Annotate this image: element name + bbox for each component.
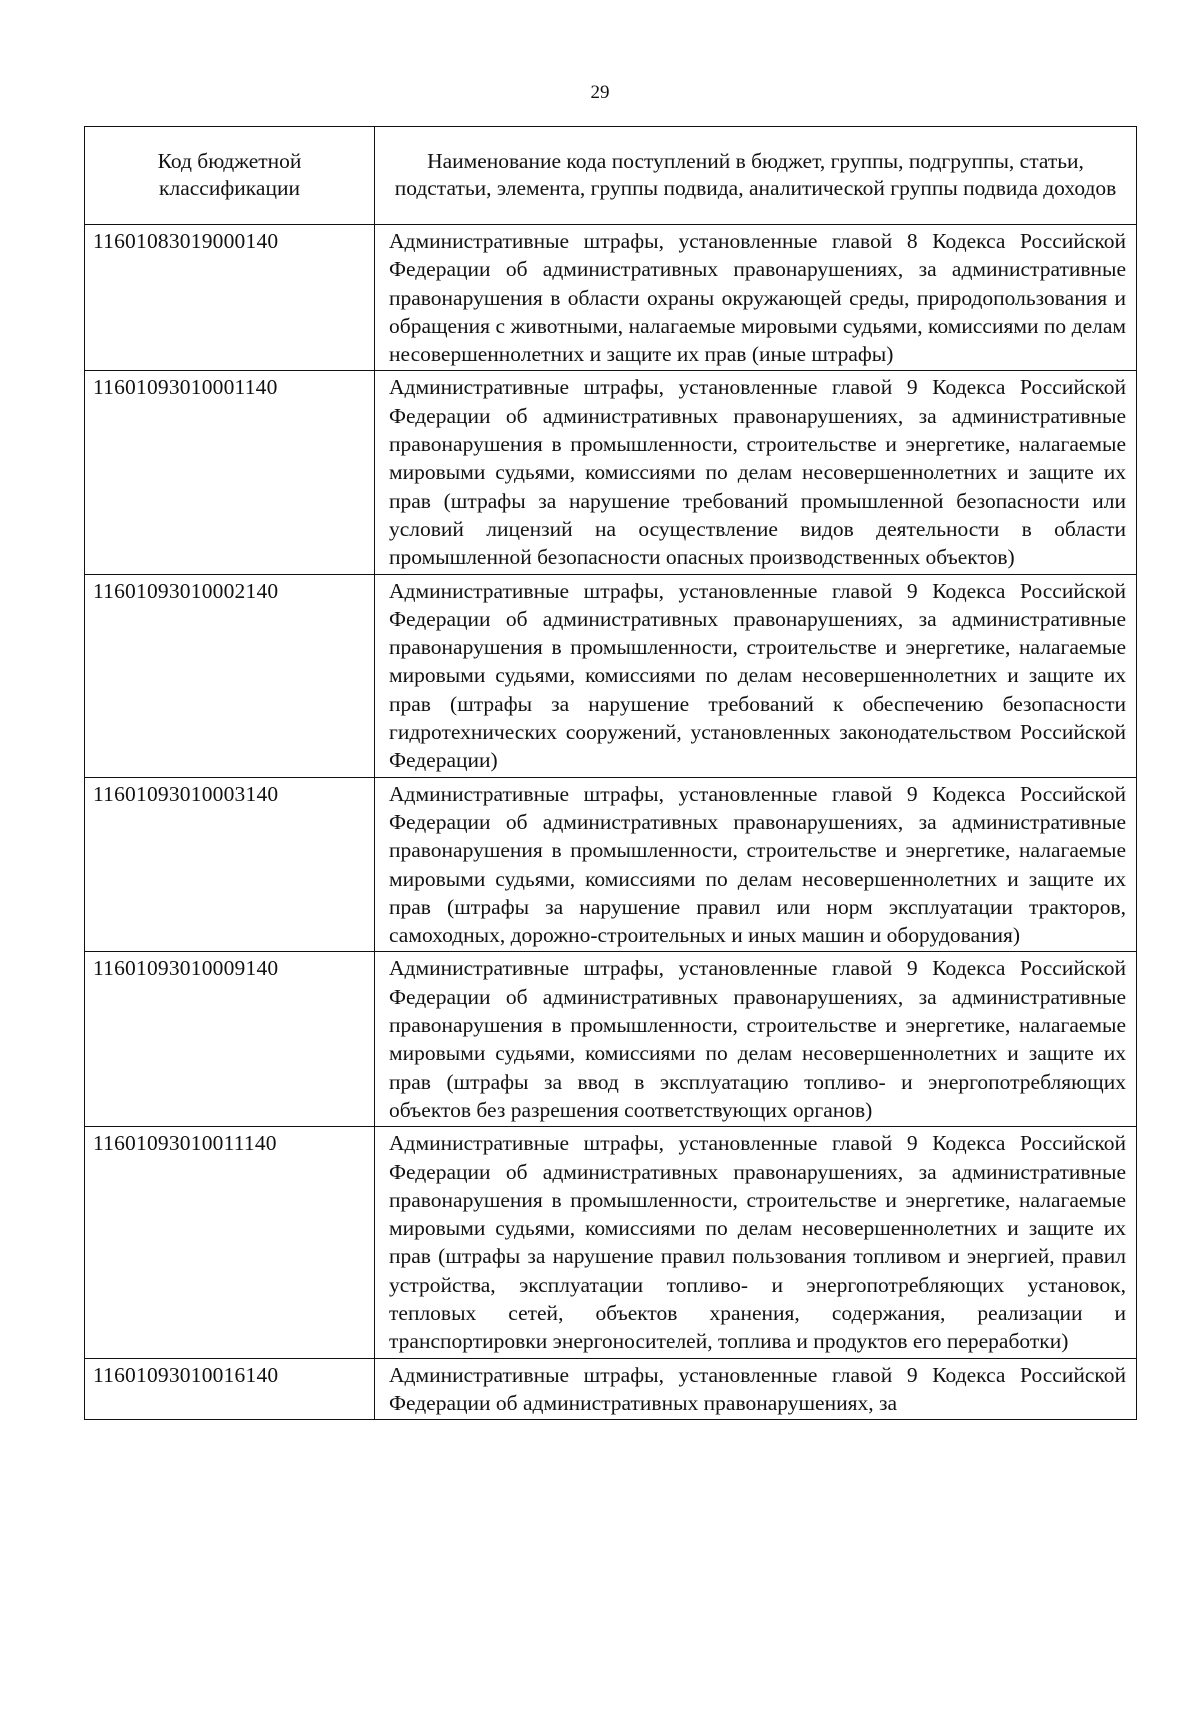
- table-row: [85, 1358, 1137, 1420]
- table-row: [85, 1127, 1137, 1358]
- row-code: 11601093010001140: [85, 371, 375, 574]
- row-name: Административные штрафы, установленные главой 9 Кодекса Российской Федерации об административных правонарушениях, за административные правонарушения в промышленности, строительстве и энергетике, налагаемые мировыми судьями, комиссиями по делам несовершеннолетних и защите их прав (штрафы за нарушение требований промышленной безопасности или условий лицензий на осуществление видов деятельности в области промышленной безопасности опасных производственных объектов): [375, 371, 1137, 574]
- row-code: 11601093010009140: [85, 952, 375, 1127]
- row-code: 11601093010011140: [85, 1127, 375, 1358]
- table-row: [85, 371, 1137, 574]
- table-row: [85, 952, 1137, 1127]
- row-name: Административные штрафы, установленные главой 9 Кодекса Российской Федерации об административных правонарушениях, за административные правонарушения в промышленности, строительстве и энергетике, налагаемые мировыми судьями, комиссиями по делам несовершеннолетних и защите их прав (штрафы за ввод в эксплуатацию топливо- и энергопотребляющих объектов без разрешения соответствующих органов): [375, 952, 1137, 1127]
- table-row: [85, 574, 1137, 777]
- row-name: Административные штрафы, установленные главой 9 Кодекса Российской Федерации об административных правонарушениях, за административные правонарушения в промышленности, строительстве и энергетике, налагаемые мировыми судьями, комиссиями по делам несовершеннолетних и защите их прав (штрафы за нарушение правил или норм эксплуатации тракторов, самоходных, дорожно-строительных и иных машин и оборудования): [375, 777, 1137, 952]
- row-code: 11601093010003140: [85, 777, 375, 952]
- page-number: 29: [590, 82, 610, 103]
- table-header-row: [85, 127, 1137, 225]
- row-code: 11601083019000140: [85, 225, 375, 371]
- budget-classification-table: [84, 126, 1137, 1420]
- row-name: Административные штрафы, установленные главой 9 Кодекса Российской Федерации об административных правонарушениях, за административные правонарушения в промышленности, строительстве и энергетике, налагаемые мировыми судьями, комиссиями по делам несовершеннолетних и защите их прав (штрафы за нарушение требований к обеспечению безопасности гидротехнических сооружений, установленных законодательством Российской Федерации): [375, 574, 1137, 777]
- row-code: 11601093010016140: [85, 1358, 375, 1420]
- row-code: 11601093010002140: [85, 574, 375, 777]
- header-code: Код бюджетной классификации: [85, 127, 375, 225]
- row-name: Административные штрафы, установленные главой 9 Кодекса Российской Федерации об административных правонарушениях, за административные правонарушения в промышленности, строительстве и энергетике, налагаемые мировыми судьями, комиссиями по делам несовершеннолетних и защите их прав (штрафы за нарушение правил пользования топливом и энергией, правил устройства, эксплуатации топливо- и энергопотребляющих установок, тепловых сетей, объектов хранения, содержания, реализации и транспортировки энергоносителей, топлива и продуктов его переработки): [375, 1127, 1137, 1358]
- row-name: Административные штрафы, установленные главой 8 Кодекса Российской Федерации об административных правонарушениях, за административные правонарушения в области охраны окружающей среды, природопользования и обращения с животными, налагаемые мировыми судьями, комиссиями по делам несовершеннолетних и защите их прав (иные штрафы): [375, 225, 1137, 371]
- table-row: [85, 777, 1137, 952]
- table-row: [85, 225, 1137, 371]
- row-name: Административные штрафы, установленные главой 9 Кодекса Российской Федерации об административных правонарушениях, за: [375, 1358, 1137, 1420]
- header-name: Наименование кода поступлений в бюджет, группы, подгруппы, статьи, подстатьи, элемента, группы подвида, аналитической группы подвида доходов: [375, 127, 1137, 225]
